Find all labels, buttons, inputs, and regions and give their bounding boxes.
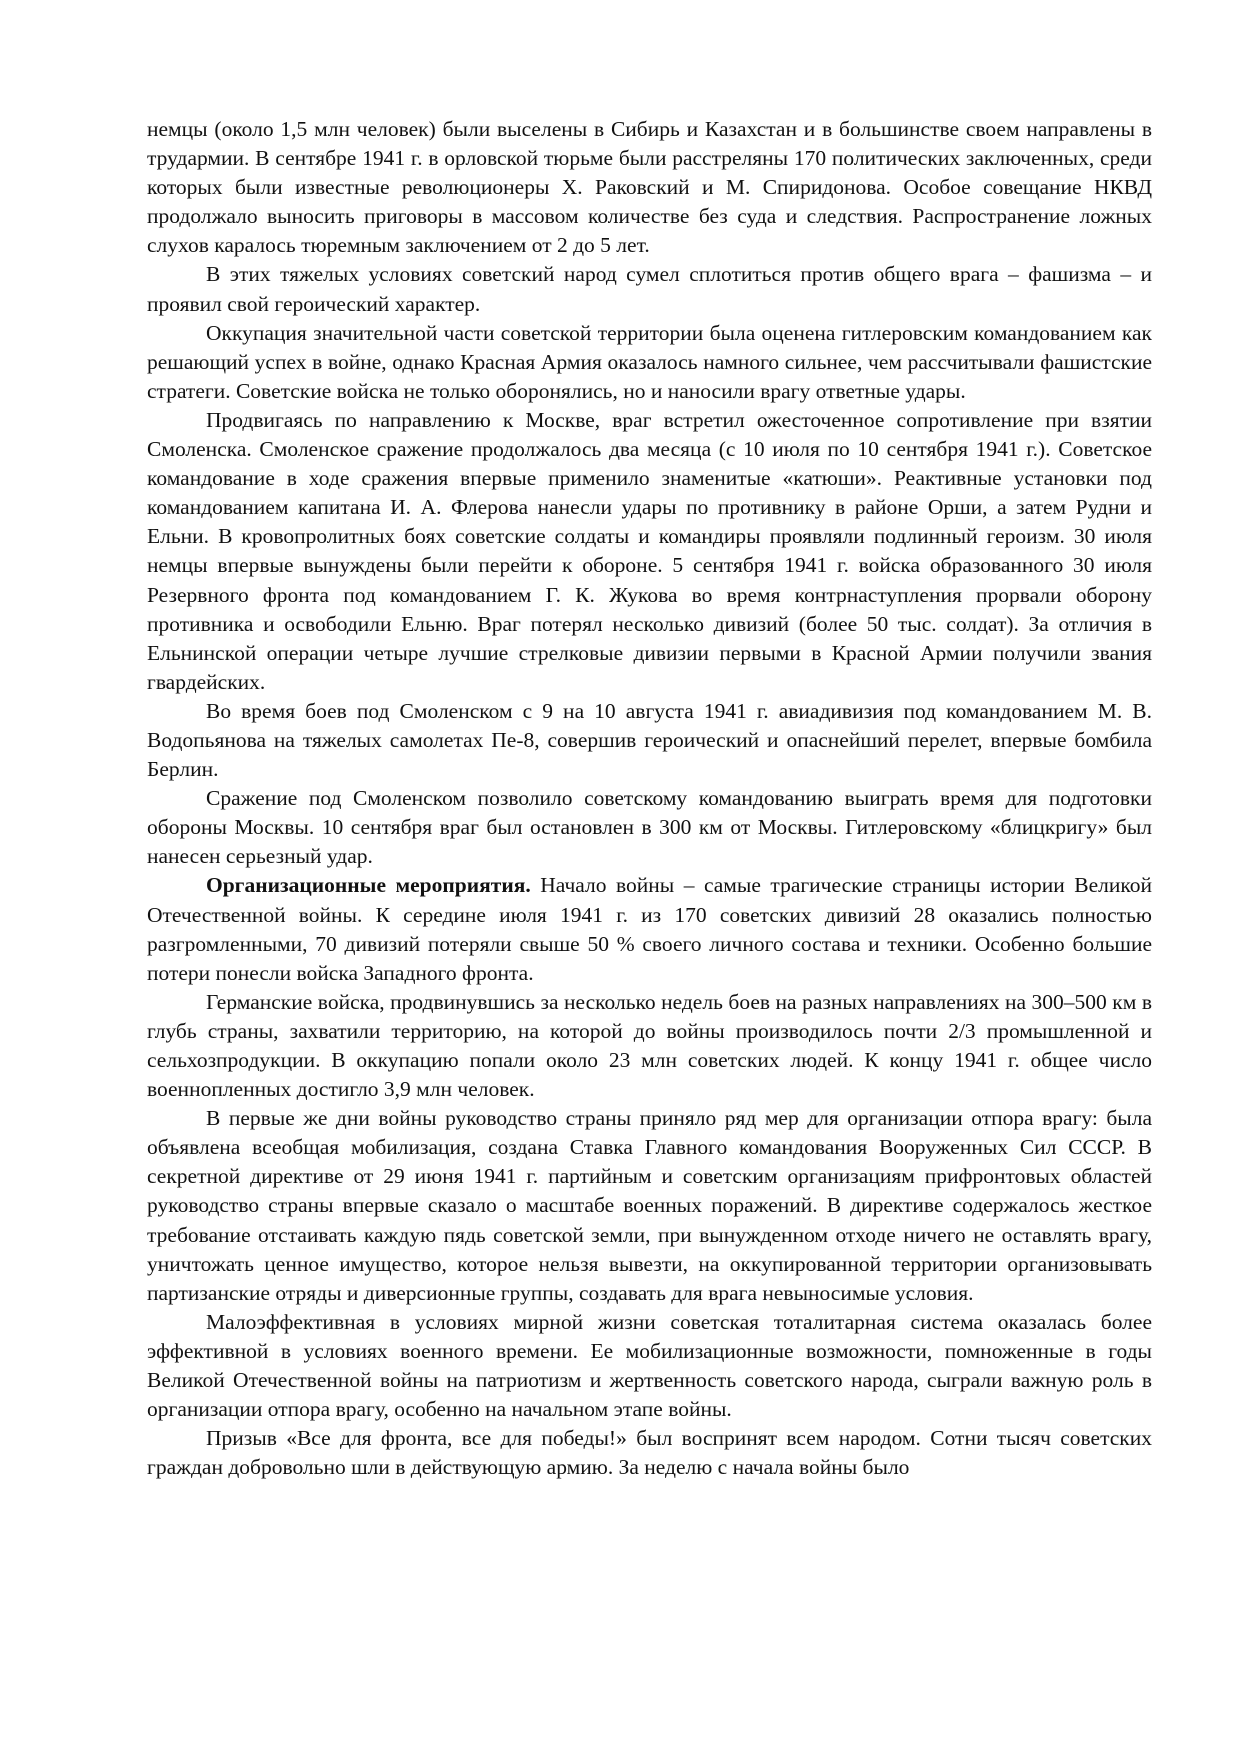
paragraph-occupation: Оккупация значительной части советской территории была оценена гитлеровским командованием как решающий успех в войне, однако Красная Армия оказалось намного сильнее, чем рассчитывали фашистские стратеги. Советские войска не только оборонялись, но и наносили врагу ответные удары. [147, 320, 1152, 403]
paragraph-unity: В этих тяжелых условиях советский народ сумел сплотиться против общего врага – фашизма – и проявил свой героический характер. [147, 262, 1152, 316]
paragraph-organizational [147, 871, 1152, 987]
paragraph-berlin-bombing: Во время боев под Смоленском с 9 на 10 августа 1941 г. авиадивизия под командованием М. В. Водопьянова на тяжелых самолетах Пе-8, совершив героический и опаснейший перелет, впервые бомбила Берлин. [147, 698, 1152, 782]
section-heading: Организационные мероприятия. [206, 873, 531, 898]
paragraph-smolensk-outcome: Сражение под Смоленском позволило советскому командованию выиграть время для подготовки обороны Москвы. 10 сентября враг был остановлен в 300 км от Москвы. Гитлеровскому «блицкригу» был нанесен серьезный удар. [147, 786, 1152, 869]
paragraph-totalitarian-system: Малоэффективная в условиях мирной жизни советская тоталитарная система оказалась более эффективной в условиях военного времени. Ее мобилизационные возможности, помноженные в годы Великой Отечественной войны на патриотизм и жертвенность советского народа, сыграли важную роль в организации отпора врагу, особенно на начальном этапе войны. [147, 1309, 1152, 1422]
document-page [147, 115, 1152, 1482]
paragraph-call-to-arms: Призыв «Все для фронта, все для победы!» был воспринят всем народом. Сотни тысяч советских граждан добровольно шли в действующую армию. За неделю с начала войны было [147, 1426, 1152, 1480]
paragraph-deportation: немцы (около 1,5 млн человек) были выселены в Сибирь и Казахстан и в большинстве своем направлены в трудармии. В сентябре 1941 г. в орловской тюрьме были расстреляны 170 политических заключенных, среди которых были известные революционеры Х. Раковский и М. Спиридонова. Особое совещание НКВД продолжало выносить приговоры в массовом количестве без суда и следствия. Распространение ложных слухов каралось тюремным заключением от 2 до 5 лет. [147, 117, 1152, 258]
paragraph-german-advance: Германские войска, продвинувшись за несколько недель боев на разных направлениях на 300–500 км в глубь страны, захватили территорию, на которой до войны производилось почти 2/3 промышленной и сельхозпродукции. В оккупацию попали около 23 млн советских людей. К концу 1941 г. общее число военнопленных достигло 3,9 млн человек. [147, 989, 1152, 1102]
paragraph-smolensk: Продвигаясь по направлению к Москве, враг встретил ожесточенное сопротивление при взятии Смоленска. Смоленское сражение продолжалось два месяца (с 10 июля по 10 сентября 1941 г.). Советское командование в ходе сражения впервые применило знаменитые «катюши». Реактивные установки под командованием капитана И. А. Флерова нанесли удары по противнику в районе Орши, а затем Рудни и Ельни. В кровопролитных боях советские солдаты и командиры проявляли подлинный героизм. 30 июля немцы впервые вынуждены были перейти к обороне. 5 сентября 1941 г. войска образованного 30 июля Резервного фронта под командованием Г. К. Жукова во время контрнаступления прорвали оборону противника и освободили Ельню. Враг потерял несколько дивизий (более 50 тыс. солдат). За отличия в Ельнинской операции четыре лучшие стрелковые дивизии первыми в Красной Армии получили звания гвардейских. [147, 407, 1152, 694]
section-paragraph-text: Начало войны – самые трагические страницы истории Великой Отечественной войны. К середине июля 1941 г. из 170 советских дивизий 28 оказались полностью разгромленными, 70 дивизий потеряли свыше 50 % своего личного состава и техники. Особенно большие потери понесли войска Западного фронта. [147, 873, 1152, 985]
paragraph-first-days: В первые же дни войны руководство страны приняло ряд мер для организации отпора врагу: была объявлена всеобщая мобилизация, создана Ставка Главного командования Вооруженных Сил СССР. В секретной директиве от 29 июня 1941 г. партийным и советским организациям прифронтовых областей руководство страны впервые сказало о масштабе военных поражений. В директиве содержалось жесткое требование отстаивать каждую пядь советской земли, при вынужденном отходе ничего не оставлять врагу, уничтожать ценное имущество, которое нельзя вывезти, на оккупированной территории организовывать партизанские отряды и диверсионные группы, создавать для врага невыносимые условия. [147, 1106, 1152, 1305]
